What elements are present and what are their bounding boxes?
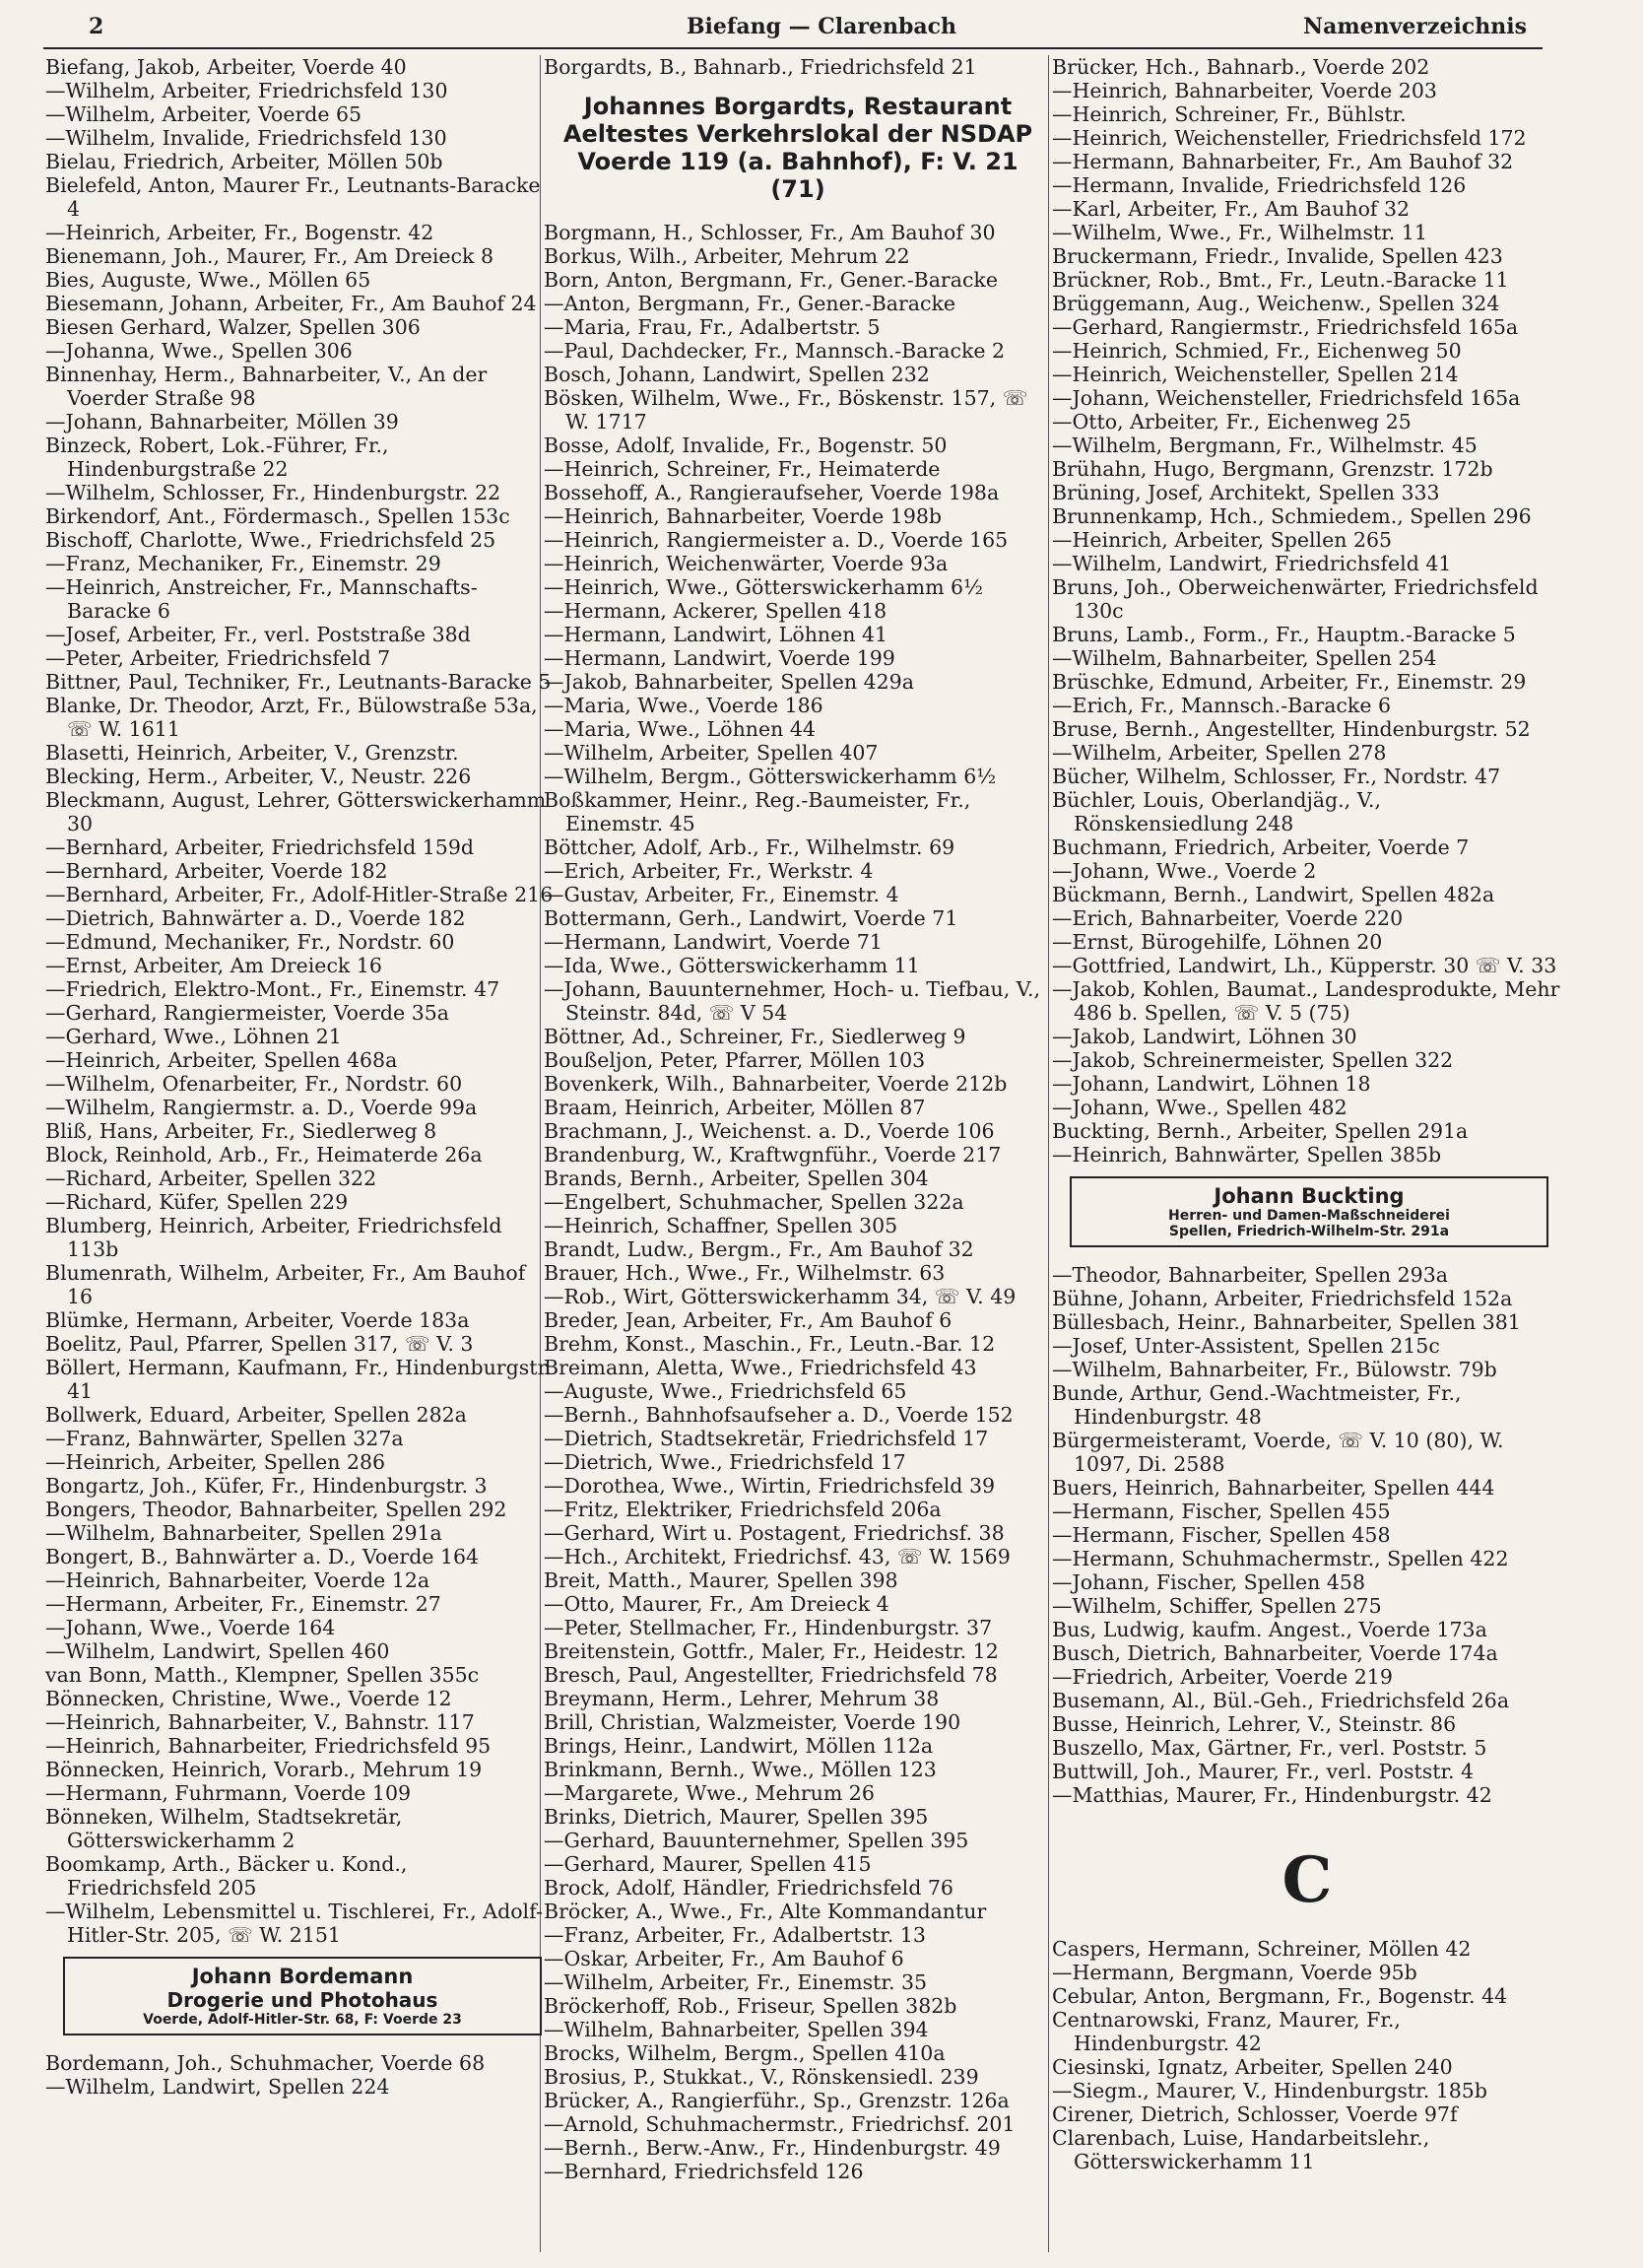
directory-entry: Bröcker, A., Wwe., Fr., Alte Kommandantur <box>544 1900 987 1923</box>
directory-entry: —Erich, Fr., Mannsch.-Baracke 6 <box>1052 694 1392 717</box>
directory-entry: —Hermann, Bahnarbeiter, Fr., Am Bauhof 32 <box>1052 150 1514 173</box>
directory-entry: —Wilhelm, Schlosser, Fr., Hindenburgstr. 22 <box>45 481 501 504</box>
directory-entry: —Karl, Arbeiter, Fr., Am Bauhof 32 <box>1052 197 1411 221</box>
directory-entry: Bossehoff, A., Rangieraufseher, Voerde 198a <box>544 481 1000 504</box>
directory-entry: —Bernhard, Friedrichsfeld 126 <box>544 2160 864 2183</box>
directory-entry: —Hermann, Landwirt, Voerde 71 <box>544 930 883 954</box>
directory-entry: —Wilhelm, Landwirt, Spellen 460 <box>45 1639 390 1663</box>
ad-line: Herren- und Damen-Maßschneiderei <box>1168 1208 1450 1224</box>
directory-entry: Bühne, Johann, Arbeiter, Friedrichsfeld 152a <box>1052 1287 1513 1310</box>
directory-entry: Braam, Heinrich, Arbeiter, Möllen 87 <box>544 1096 926 1119</box>
directory-entry: Borkus, Wilh., Arbeiter, Mehrum 22 <box>544 244 910 268</box>
directory-entry: —Hermann, Landwirt, Voerde 199 <box>544 646 895 670</box>
directory-entry: Busch, Dietrich, Bahnarbeiter, Voerde 174a <box>1052 1641 1498 1665</box>
directory-entry: Busemann, Al., Bül.-Geh., Friedrichsfeld 26a <box>1052 1689 1510 1712</box>
ad-address: Voerde, Adolf-Hitler-Str. 68, F: Voerde 23 <box>143 2012 462 2028</box>
directory-entry: Brands, Bernh., Arbeiter, Spellen 304 <box>544 1167 929 1190</box>
directory-entry: Brüning, Josef, Architekt, Spellen 333 <box>1052 481 1440 504</box>
directory-entry: —Johann, Wwe., Voerde 2 <box>1052 859 1317 883</box>
directory-entry: Böttcher, Adolf, Arb., Fr., Wilhelmstr. 69 <box>544 835 955 859</box>
directory-entry: Bittner, Paul, Techniker, Fr., Leutnants-Baracke 5 <box>45 670 552 694</box>
directory-entry: —Heinrich, Weichensteller, Friedrichsfeld 172 <box>1052 126 1527 150</box>
directory-entry: —Wilhelm, Arbeiter, Voerde 65 <box>45 102 362 126</box>
directory-entry: Bücher, Wilhelm, Schlosser, Fr., Nordstr. 47 <box>1052 765 1501 788</box>
directory-entry: Brücker, A., Rangierführ., Sp., Grenzstr. 126a <box>544 2089 1010 2112</box>
directory-entry: Bongers, Theodor, Bahnarbeiter, Spellen 292 <box>45 1498 507 1521</box>
directory-entry: Bückmann, Bernh., Landwirt, Spellen 482a <box>1052 883 1495 906</box>
directory-entry: —Wilhelm, Arbeiter, Spellen 278 <box>1052 741 1387 765</box>
directory-entry: Borgmann, H., Schlosser, Fr., Am Bauhof 30 <box>544 221 996 244</box>
directory-entry: Bongartz, Joh., Küfer, Fr., Hindenburgstr. 3 <box>45 1474 488 1498</box>
directory-entry: Brüggemann, Aug., Weichenw., Spellen 324 <box>1052 292 1500 315</box>
directory-entry: Bielau, Friedrich, Arbeiter, Möllen 50b <box>45 150 443 173</box>
directory-entry: Bollwerk, Eduard, Arbeiter, Spellen 282a <box>45 1403 467 1427</box>
entry-list <box>1052 55 1562 1167</box>
directory-entry: —Maria, Wwe., Voerde 186 <box>544 694 823 717</box>
directory-entry: —Heinrich, Bahnwärter, Spellen 385b <box>1052 1143 1442 1167</box>
entry-list <box>1052 1263 1562 1807</box>
directory-entry: Breit, Matth., Maurer, Spellen 398 <box>544 1568 898 1592</box>
directory-entry: —Gerhard, Wwe., Löhnen 21 <box>45 1025 342 1048</box>
directory-entry: —Wilhelm, Landwirt, Spellen 224 <box>45 2075 390 2099</box>
ad-address: Spellen, Friedrich-Wilhelm-Str. 291a <box>1168 1224 1450 1239</box>
directory-entry: —Engelbert, Schuhmacher, Spellen 322a <box>544 1190 964 1214</box>
directory-entry: Bruns, Lamb., Form., Fr., Hauptm.-Baracke 5 <box>1052 623 1516 646</box>
directory-entry: —Johann, Fischer, Spellen 458 <box>1052 1570 1366 1594</box>
directory-entry: Brosius, P., Stukkat., V., Rönskensiedl. 239 <box>544 2065 979 2089</box>
directory-entry: —Heinrich, Bahnarbeiter, V., Bahnstr. 117 <box>45 1710 475 1734</box>
directory-entry: —Theodor, Bahnarbeiter, Spellen 293a <box>1052 1263 1448 1287</box>
directory-entry: —Dietrich, Bahnwärter a. D., Voerde 182 <box>45 906 466 930</box>
directory-entry: —Franz, Arbeiter, Fr., Adalbertstr. 13 <box>544 1923 926 1947</box>
directory-entry: —Wilhelm, Ofenarbeiter, Fr., Nordstr. 60 <box>45 1072 463 1096</box>
directory-entry: Buszello, Max, Gärtner, Fr., verl. Poststr. 5 <box>1052 1736 1487 1760</box>
entry-list <box>544 55 1054 79</box>
directory-entry: —Maria, Frau, Fr., Adalbertstr. 5 <box>544 315 881 339</box>
directory-entry: Brunnenkamp, Hch., Schmiedem., Spellen 296 <box>1052 504 1532 528</box>
directory-entry: Brühahn, Hugo, Bergmann, Grenzstr. 172b <box>1052 457 1493 481</box>
entry-list <box>45 2051 556 2099</box>
ad-line: Johannes Borgardts, Restaurant <box>583 93 1013 120</box>
directory-entry: —Heinrich, Arbeiter, Spellen 265 <box>1052 528 1393 552</box>
directory-entry: Boelitz, Paul, Pfarrer, Spellen 317, ☏ V. 3 <box>45 1332 474 1356</box>
directory-entry: —Hermann, Landwirt, Löhnen 41 <box>544 623 888 646</box>
directory-entry: Brandenburg, W., Kraftwgnführ., Voerde 217 <box>544 1143 1002 1167</box>
ad-line: Drogerie und Photohaus <box>166 1988 438 2012</box>
directory-entry: Breder, Jean, Arbeiter, Fr., Am Bauhof 6 <box>544 1308 953 1332</box>
directory-entry: Brinkmann, Bernh., Wwe., Möllen 123 <box>544 1758 937 1781</box>
directory-entry: —Erich, Bahnarbeiter, Voerde 220 <box>1052 906 1404 930</box>
directory-entry: —Oskar, Arbeiter, Fr., Am Bauhof 6 <box>544 1947 904 1970</box>
directory-entry: —Wilhelm, Arbeiter, Friedrichsfeld 130 <box>45 79 448 102</box>
directory-entry: Brachmann, J., Weichenst. a. D., Voerde 106 <box>544 1119 995 1143</box>
directory-entry: —Friedrich, Elektro-Mont., Fr., Einemstr. 47 <box>45 977 500 1001</box>
directory-entry: Brocks, Wilhelm, Bergm., Spellen 410a <box>544 2041 946 2065</box>
ad-bordemann <box>63 1957 542 2035</box>
directory-entry: Blumberg, Heinrich, Arbeiter, Friedrichsfeld 113b <box>45 1214 502 1261</box>
directory-entry: Böttner, Ad., Schreiner, Fr., Siedlerweg 9 <box>544 1025 966 1048</box>
directory-entry: —Wilhelm, Schiffer, Spellen 275 <box>1052 1594 1382 1618</box>
directory-entry: Bovenkerk, Wilh., Bahnarbeiter, Voerde 212b <box>544 1072 1008 1096</box>
directory-entry: —Erich, Arbeiter, Fr., Werkstr. 4 <box>544 859 874 883</box>
directory-entry: Bröckerhoff, Rob., Friseur, Spellen 382b <box>544 1994 957 2018</box>
directory-entry: —Wilhelm, Arbeiter, Fr., Einemstr. 35 <box>544 1970 928 1994</box>
directory-entry: —Gerhard, Wirt u. Postagent, Friedrichsf. 38 <box>544 1521 1005 1545</box>
running-title: Biefang — Clarenbach <box>686 14 957 39</box>
directory-entry: Brill, Christian, Walzmeister, Voerde 190 <box>544 1710 961 1734</box>
section-letter: C <box>1282 1843 1333 1917</box>
directory-entry: —Hermann, Invalide, Friedrichsfeld 126 <box>1052 173 1467 197</box>
directory-entry: Buttwill, Joh., Maurer, Fr., verl. Poststr. 4 <box>1052 1760 1475 1783</box>
directory-entry: —Paul, Dachdecker, Fr., Mannsch.-Baracke 2 <box>544 339 1006 363</box>
directory-entry: Bruse, Bernh., Angestellter, Hindenburgstr. 52 <box>1052 717 1531 741</box>
directory-entry: Bosse, Adolf, Invalide, Fr., Bogenstr. 50 <box>544 434 948 457</box>
directory-entry: —Siegm., Maurer, V., Hindenburgstr. 185b <box>1052 2079 1487 2102</box>
directory-entry: —Arnold, Schuhmachermstr., Friedrichsf. 201 <box>544 2112 1016 2136</box>
directory-entry: Brücker, Hch., Bahnarb., Voerde 202 <box>1052 55 1430 79</box>
directory-entry: —Hch., Architekt, Friedrichsf. 43, ☏ W. 1569 <box>544 1545 1011 1568</box>
directory-entry: —Wilhelm, Bergm., Götterswickerhamm 6½ <box>544 765 997 788</box>
directory-entry: Bosch, Johann, Landwirt, Spellen 232 <box>544 363 930 386</box>
directory-entry: —Matthias, Maurer, Fr., Hindenburgstr. 42 <box>1052 1783 1492 1807</box>
directory-entry: —Heinrich, Schreiner, Fr., Bühlstr. <box>1052 102 1407 126</box>
directory-entry: Bus, Ludwig, kaufm. Angest., Voerde 173a <box>1052 1618 1487 1641</box>
directory-entry: —Josef, Arbeiter, Fr., verl. Poststraße 38d <box>45 623 471 646</box>
directory-entry: —Dietrich, Stadtsekretär, Friedrichsfeld 17 <box>544 1427 989 1450</box>
directory-entry: Busse, Heinrich, Lehrer, V., Steinstr. 86 <box>1052 1712 1457 1736</box>
directory-entry: —Wilhelm, Bahnarbeiter, Spellen 291a <box>45 1521 442 1545</box>
directory-entry: —Heinrich, Anstreicher, Fr., Mannschafts-Baracke 6 <box>45 575 478 623</box>
directory-entry: —Heinrich, Arbeiter, Spellen 286 <box>45 1450 386 1474</box>
directory-entry: Breitenstein, Gottfr., Maler, Fr., Heidestr. 12 <box>544 1639 999 1663</box>
directory-entry: Boßkammer, Heinr., Reg.-Baumeister, Fr., Einemstr. 45 <box>544 788 971 835</box>
directory-entry: —Ida, Wwe., Götterswickerhamm 11 <box>544 954 920 977</box>
directory-entry: —Heinrich, Bahnarbeiter, Voerde 12a <box>45 1568 430 1592</box>
directory-entry: —Gerhard, Rangiermstr., Friedrichsfeld 165a <box>1052 315 1519 339</box>
directory-entry: —Jakob, Schreinermeister, Spellen 322 <box>1052 1048 1454 1072</box>
directory-entry: Biefang, Jakob, Arbeiter, Voerde 40 <box>45 55 407 79</box>
directory-entry: —Johanna, Wwe., Spellen 306 <box>45 339 353 363</box>
ad-line: Aeltestes Verkehrslokal der NSDAP <box>562 120 1033 148</box>
directory-entry: —Gustav, Arbeiter, Fr., Einemstr. 4 <box>544 883 899 906</box>
directory-entry: —Wilhelm, Bahnarbeiter, Fr., Bülowstr. 79b <box>1052 1358 1497 1381</box>
directory-entry: —Bernh., Bahnhofsaufseher a. D., Voerde 152 <box>544 1403 1014 1427</box>
directory-entry: Breimann, Aletta, Wwe., Friedrichsfeld 43 <box>544 1356 977 1379</box>
directory-entry: —Heinrich, Rangiermeister a. D., Voerde 165 <box>544 528 1009 552</box>
directory-entry: Ciesinski, Ignatz, Arbeiter, Spellen 240 <box>1052 2055 1453 2079</box>
directory-entry: Böllert, Hermann, Kaufmann, Fr., Hindenburgstr. 41 <box>45 1356 552 1403</box>
directory-entry: —Gottfried, Landwirt, Lh., Küpperstr. 30 ☏ V. 33 <box>1052 954 1557 977</box>
directory-entry: Brückner, Rob., Bmt., Fr., Leutn.-Baracke 11 <box>1052 268 1509 292</box>
directory-entry: —Wilhelm, Bergmann, Fr., Wilhelmstr. 45 <box>1052 434 1478 457</box>
directory-entry: —Josef, Unter-Assistent, Spellen 215c <box>1052 1334 1440 1358</box>
directory-entry: —Hermann, Bergmann, Voerde 95b <box>1052 1961 1417 1984</box>
directory-entry: —Hermann, Schuhmachermstr., Spellen 422 <box>1052 1547 1509 1570</box>
directory-entry: —Jakob, Kohlen, Baumat., Landesprodukte, Mehr 486 b. Spellen, ☏ V. 5 (75) <box>1052 977 1560 1025</box>
directory-entry: —Heinrich, Schreiner, Fr., Heimaterde <box>544 457 941 481</box>
column-1 <box>45 55 556 2252</box>
ad-buckting <box>1070 1176 1548 1247</box>
directory-entry: Bresch, Paul, Angestellter, Friedrichsfeld 78 <box>544 1663 998 1687</box>
directory-entry: —Bernh., Berw.-Anw., Fr., Hindenburgstr. 49 <box>544 2136 1001 2160</box>
directory-entry: —Hermann, Fuhrmann, Voerde 109 <box>45 1781 412 1805</box>
directory-entry: —Gerhard, Maurer, Spellen 415 <box>544 1852 872 1876</box>
directory-entry: Bruckermann, Friedr., Invalide, Spellen 423 <box>1052 244 1503 268</box>
directory-entry: —Heinrich, Arbeiter, Spellen 468a <box>45 1048 398 1072</box>
directory-entry: Bottermann, Gerh., Landwirt, Voerde 71 <box>544 906 958 930</box>
directory-entry: Bies, Auguste, Wwe., Möllen 65 <box>45 268 371 292</box>
directory-entry: Buchmann, Friedrich, Arbeiter, Voerde 7 <box>1052 835 1470 859</box>
directory-entry: —Johann, Weichensteller, Friedrichsfeld 165a <box>1052 386 1521 410</box>
directory-entry: Binnenhay, Herm., Bahnarbeiter, V., An der Voerder Straße 98 <box>45 363 488 410</box>
directory-entry: Brandt, Ludw., Bergm., Fr., Am Bauhof 32 <box>544 1237 974 1261</box>
directory-entry: —Johann, Bauunternehmer, Hoch- u. Tiefbau, V., Steinstr. 84d, ☏ V 54 <box>544 977 1041 1025</box>
directory-entry: —Ernst, Arbeiter, Am Dreieck 16 <box>45 954 382 977</box>
directory-entry: Blecking, Herm., Arbeiter, V., Neustr. 226 <box>45 765 472 788</box>
directory-entry: Brauer, Hch., Wwe., Fr., Wilhelmstr. 63 <box>544 1261 946 1285</box>
directory-entry: Bösken, Wilhelm, Wwe., Fr., Böskenstr. 157, ☏ W. 1717 <box>544 386 1028 434</box>
directory-entry: Centnarowski, Franz, Maurer, Fr., Hindenburgstr. 42 <box>1052 2008 1401 2055</box>
directory-entry: Brehm, Konst., Maschin., Fr., Leutn.-Bar. 12 <box>544 1332 996 1356</box>
column-3 <box>1052 55 1562 2252</box>
directory-entry: —Wilhelm, Bahnarbeiter, Spellen 394 <box>544 2018 929 2041</box>
directory-entry: Breymann, Herm., Lehrer, Mehrum 38 <box>544 1687 940 1710</box>
directory-entry: Brock, Adolf, Händler, Friedrichsfeld 76 <box>544 1876 953 1900</box>
directory-entry: —Heinrich, Bahnarbeiter, Voerde 198b <box>544 504 943 528</box>
directory-entry: Bunde, Arthur, Gend.-Wachtmeister, Fr., Hindenburgstr. 48 <box>1052 1381 1462 1429</box>
directory-entry: —Johann, Landwirt, Löhnen 18 <box>1052 1072 1371 1096</box>
directory-entry: Binzeck, Robert, Lok.-Führer, Fr., Hindenburgstraße 22 <box>45 434 389 481</box>
directory-entry: —Heinrich, Weichensteller, Spellen 214 <box>1052 363 1459 386</box>
directory-entry: Blanke, Dr. Theodor, Arzt, Fr., Bülowstraße 53a, ☏ W. 1611 <box>45 694 538 741</box>
ad-name: Johann Bordemann <box>191 1965 414 1988</box>
directory-entry: —Hermann, Ackerer, Spellen 418 <box>544 599 887 623</box>
directory-entry: Block, Reinhold, Arb., Fr., Heimaterde 26a <box>45 1143 483 1167</box>
directory-entry: —Dorothea, Wwe., Wirtin, Friedrichsfeld 39 <box>544 1474 996 1498</box>
section-title: Namenverzeichnis <box>1303 14 1527 39</box>
directory-entry: —Ernst, Bürogehilfe, Löhnen 20 <box>1052 930 1383 954</box>
directory-entry: —Margarete, Wwe., Mehrum 26 <box>544 1781 875 1805</box>
directory-entry: Bienemann, Joh., Maurer, Fr., Am Dreieck 8 <box>45 244 494 268</box>
entry-list <box>45 55 556 1947</box>
directory-entry: —Otto, Maurer, Fr., Am Dreieck 4 <box>544 1592 889 1616</box>
directory-entry: Biesen Gerhard, Walzer, Spellen 306 <box>45 315 421 339</box>
directory-entry: —Jakob, Bahnarbeiter, Spellen 429a <box>544 670 914 694</box>
directory-entry: —Rob., Wirt, Götterswickerhamm 34, ☏ V. 49 <box>544 1285 1017 1308</box>
directory-entry: Birkendorf, Ant., Fördermasch., Spellen 153c <box>45 504 510 528</box>
directory-entry: —Johann, Wwe., Voerde 164 <box>45 1616 336 1639</box>
directory-entry: —Bernhard, Arbeiter, Friedrichsfeld 159d <box>45 835 475 859</box>
directory-entry: Bordemann, Joh., Schuhmacher, Voerde 68 <box>45 2051 486 2075</box>
directory-entry: —Bernhard, Arbeiter, Fr., Adolf-Hitler-Straße 216 <box>45 883 554 906</box>
directory-entry: —Wilhelm, Bahnarbeiter, Spellen 254 <box>1052 646 1437 670</box>
directory-entry: Born, Anton, Bergmann, Fr., Gener.-Baracke <box>544 268 998 292</box>
directory-entry: Brinks, Dietrich, Maurer, Spellen 395 <box>544 1805 929 1829</box>
directory-entry: Bleckmann, August, Lehrer, Götterswickerhamm 30 <box>45 788 547 835</box>
entry-list <box>1052 1937 1562 2173</box>
directory-entry: —Heinrich, Bahnarbeiter, Friedrichsfeld 95 <box>45 1734 492 1758</box>
entry-list <box>544 221 1054 2183</box>
directory-entry: Blumenrath, Wilhelm, Arbeiter, Fr., Am Bauhof 16 <box>45 1261 526 1308</box>
directory-entry: Boußeljon, Peter, Pfarrer, Möllen 103 <box>544 1048 926 1072</box>
directory-entry: —Franz, Bahnwärter, Spellen 327a <box>45 1427 404 1450</box>
directory-entry: —Gerhard, Rangiermeister, Voerde 35a <box>45 1001 449 1025</box>
directory-entry: Bönneken, Wilhelm, Stadtsekretär, Götterswickerhamm 2 <box>45 1805 403 1852</box>
directory-entry: —Fritz, Elektriker, Friedrichsfeld 206a <box>544 1498 942 1521</box>
ad-borgardts <box>548 93 1048 203</box>
directory-entry: —Hermann, Fischer, Spellen 455 <box>1052 1500 1391 1523</box>
directory-entry: Büllesbach, Heinr., Bahnarbeiter, Spellen 381 <box>1052 1310 1521 1334</box>
ad-line: Voerde 119 (a. Bahnhof), F: V. 21 (71) <box>577 148 1019 203</box>
directory-entry: —Jakob, Landwirt, Löhnen 30 <box>1052 1025 1357 1048</box>
directory-entry: —Edmund, Mechaniker, Fr., Nordstr. 60 <box>45 930 455 954</box>
directory-entry: Buers, Heinrich, Bahnarbeiter, Spellen 444 <box>1052 1476 1495 1500</box>
directory-entry: —Auguste, Wwe., Friedrichsfeld 65 <box>544 1379 907 1403</box>
directory-entry: —Wilhelm, Invalide, Friedrichsfeld 130 <box>45 126 447 150</box>
directory-entry: —Johann, Bahnarbeiter, Möllen 39 <box>45 410 399 434</box>
directory-entry: Bischoff, Charlotte, Wwe., Friedrichsfeld 25 <box>45 528 496 552</box>
directory-entry: —Franz, Mechaniker, Fr., Einemstr. 29 <box>45 552 441 575</box>
column-2 <box>544 55 1054 2252</box>
directory-entry: —Richard, Küfer, Spellen 229 <box>45 1190 349 1214</box>
directory-entry: —Heinrich, Bahnarbeiter, Voerde 203 <box>1052 79 1437 102</box>
directory-entry: —Hermann, Fischer, Spellen 458 <box>1052 1523 1391 1547</box>
directory-entry: van Bonn, Matth., Klempner, Spellen 355c <box>45 1663 480 1687</box>
directory-entry: —Heinrich, Arbeiter, Fr., Bogenstr. 42 <box>45 221 434 244</box>
directory-entry: —Bernhard, Arbeiter, Voerde 182 <box>45 859 388 883</box>
directory-entry: —Wilhelm, Arbeiter, Spellen 407 <box>544 741 879 765</box>
directory-entry: —Peter, Stellmacher, Fr., Hindenburgstr. 37 <box>544 1616 993 1639</box>
directory-entry: —Wilhelm, Rangiermstr. a. D., Voerde 99a <box>45 1096 478 1119</box>
ad-name: Johann Buckting <box>1214 1184 1405 1208</box>
directory-entry: Bönnecken, Heinrich, Vorarb., Mehrum 19 <box>45 1758 483 1781</box>
directory-entry: Brüschke, Edmund, Arbeiter, Fr., Einemstr. 29 <box>1052 670 1527 694</box>
directory-entry: —Richard, Arbeiter, Spellen 322 <box>45 1167 377 1190</box>
directory-entry: Bielefeld, Anton, Maurer Fr., Leutnants-Baracke 4 <box>45 173 541 221</box>
directory-entry: Bürgermeisteramt, Voerde, ☏ V. 10 (80), W. 1097, Di. 2588 <box>1052 1429 1504 1476</box>
directory-entry: Blasetti, Heinrich, Arbeiter, V., Grenzstr. <box>45 741 459 765</box>
directory-entry: Brings, Heinr., Landwirt, Möllen 112a <box>544 1734 934 1758</box>
directory-entry: —Heinrich, Wwe., Götterswickerhamm 6½ <box>544 575 983 599</box>
directory-entry: Blümke, Hermann, Arbeiter, Voerde 183a <box>45 1308 470 1332</box>
directory-entry: —Maria, Wwe., Löhnen 44 <box>544 717 816 741</box>
directory-entry: Bongert, B., Bahnwärter a. D., Voerde 164 <box>45 1545 480 1568</box>
directory-entry: Buckting, Bernh., Arbeiter, Spellen 291a <box>1052 1119 1469 1143</box>
directory-entry: Büchler, Louis, Oberlandjäg., V., Rönskensiedlung 248 <box>1052 788 1381 835</box>
directory-entry: —Wilhelm, Wwe., Fr., Wilhelmstr. 11 <box>1052 221 1427 244</box>
directory-entry: —Heinrich, Schmied, Fr., Eichenweg 50 <box>1052 339 1462 363</box>
directory-entry: —Heinrich, Weichenwärter, Voerde 93a <box>544 552 949 575</box>
directory-entry: —Peter, Arbeiter, Friedrichsfeld 7 <box>45 646 391 670</box>
directory-entry: —Heinrich, Schaffner, Spellen 305 <box>544 1214 898 1237</box>
directory-entry: —Friedrich, Arbeiter, Voerde 219 <box>1052 1665 1393 1689</box>
directory-entry: —Gerhard, Bauunternehmer, Spellen 395 <box>544 1829 969 1852</box>
directory-entry: Bönnecken, Christine, Wwe., Voerde 12 <box>45 1687 452 1710</box>
header-rule <box>43 47 1543 49</box>
page-number: 2 <box>89 14 104 39</box>
directory-entry: —Otto, Arbeiter, Fr., Eichenweg 25 <box>1052 410 1412 434</box>
directory-entry: —Johann, Wwe., Spellen 482 <box>1052 1096 1347 1119</box>
directory-entry: —Dietrich, Wwe., Friedrichsfeld 17 <box>544 1450 906 1474</box>
directory-entry: Boomkamp, Arth., Bäcker u. Kond., Friedrichsfeld 205 <box>45 1852 408 1900</box>
directory-entry: Bliß, Hans, Arbeiter, Fr., Siedlerweg 8 <box>45 1119 437 1143</box>
directory-entry: —Wilhelm, Lebensmittel u. Tischlerei, Fr., Adolf-Hitler-Str. 205, ☏ W. 2151 <box>45 1900 543 1947</box>
directory-entry: Cebular, Anton, Bergmann, Fr., Bogenstr. 44 <box>1052 1984 1508 2008</box>
directory-entry: —Hermann, Arbeiter, Fr., Einemstr. 27 <box>45 1592 441 1616</box>
directory-entry: Clarenbach, Luise, Handarbeitslehr., Götterswickerhamm 11 <box>1052 2126 1430 2173</box>
directory-entry: Borgardts, B., Bahnarb., Friedrichsfeld 21 <box>544 55 977 79</box>
directory-entry: Caspers, Hermann, Schreiner, Möllen 42 <box>1052 1937 1472 1961</box>
directory-entry: —Wilhelm, Landwirt, Friedrichsfeld 41 <box>1052 552 1452 575</box>
directory-entry: Cirener, Dietrich, Schlosser, Voerde 97f <box>1052 2102 1458 2126</box>
directory-entry: Bruns, Joh., Oberweichenwärter, Friedrichsfeld 130c <box>1052 575 1539 623</box>
directory-entry: Biesemann, Johann, Arbeiter, Fr., Am Bauhof 24 <box>45 292 537 315</box>
directory-entry: —Anton, Bergmann, Fr., Gener.-Baracke <box>544 292 956 315</box>
